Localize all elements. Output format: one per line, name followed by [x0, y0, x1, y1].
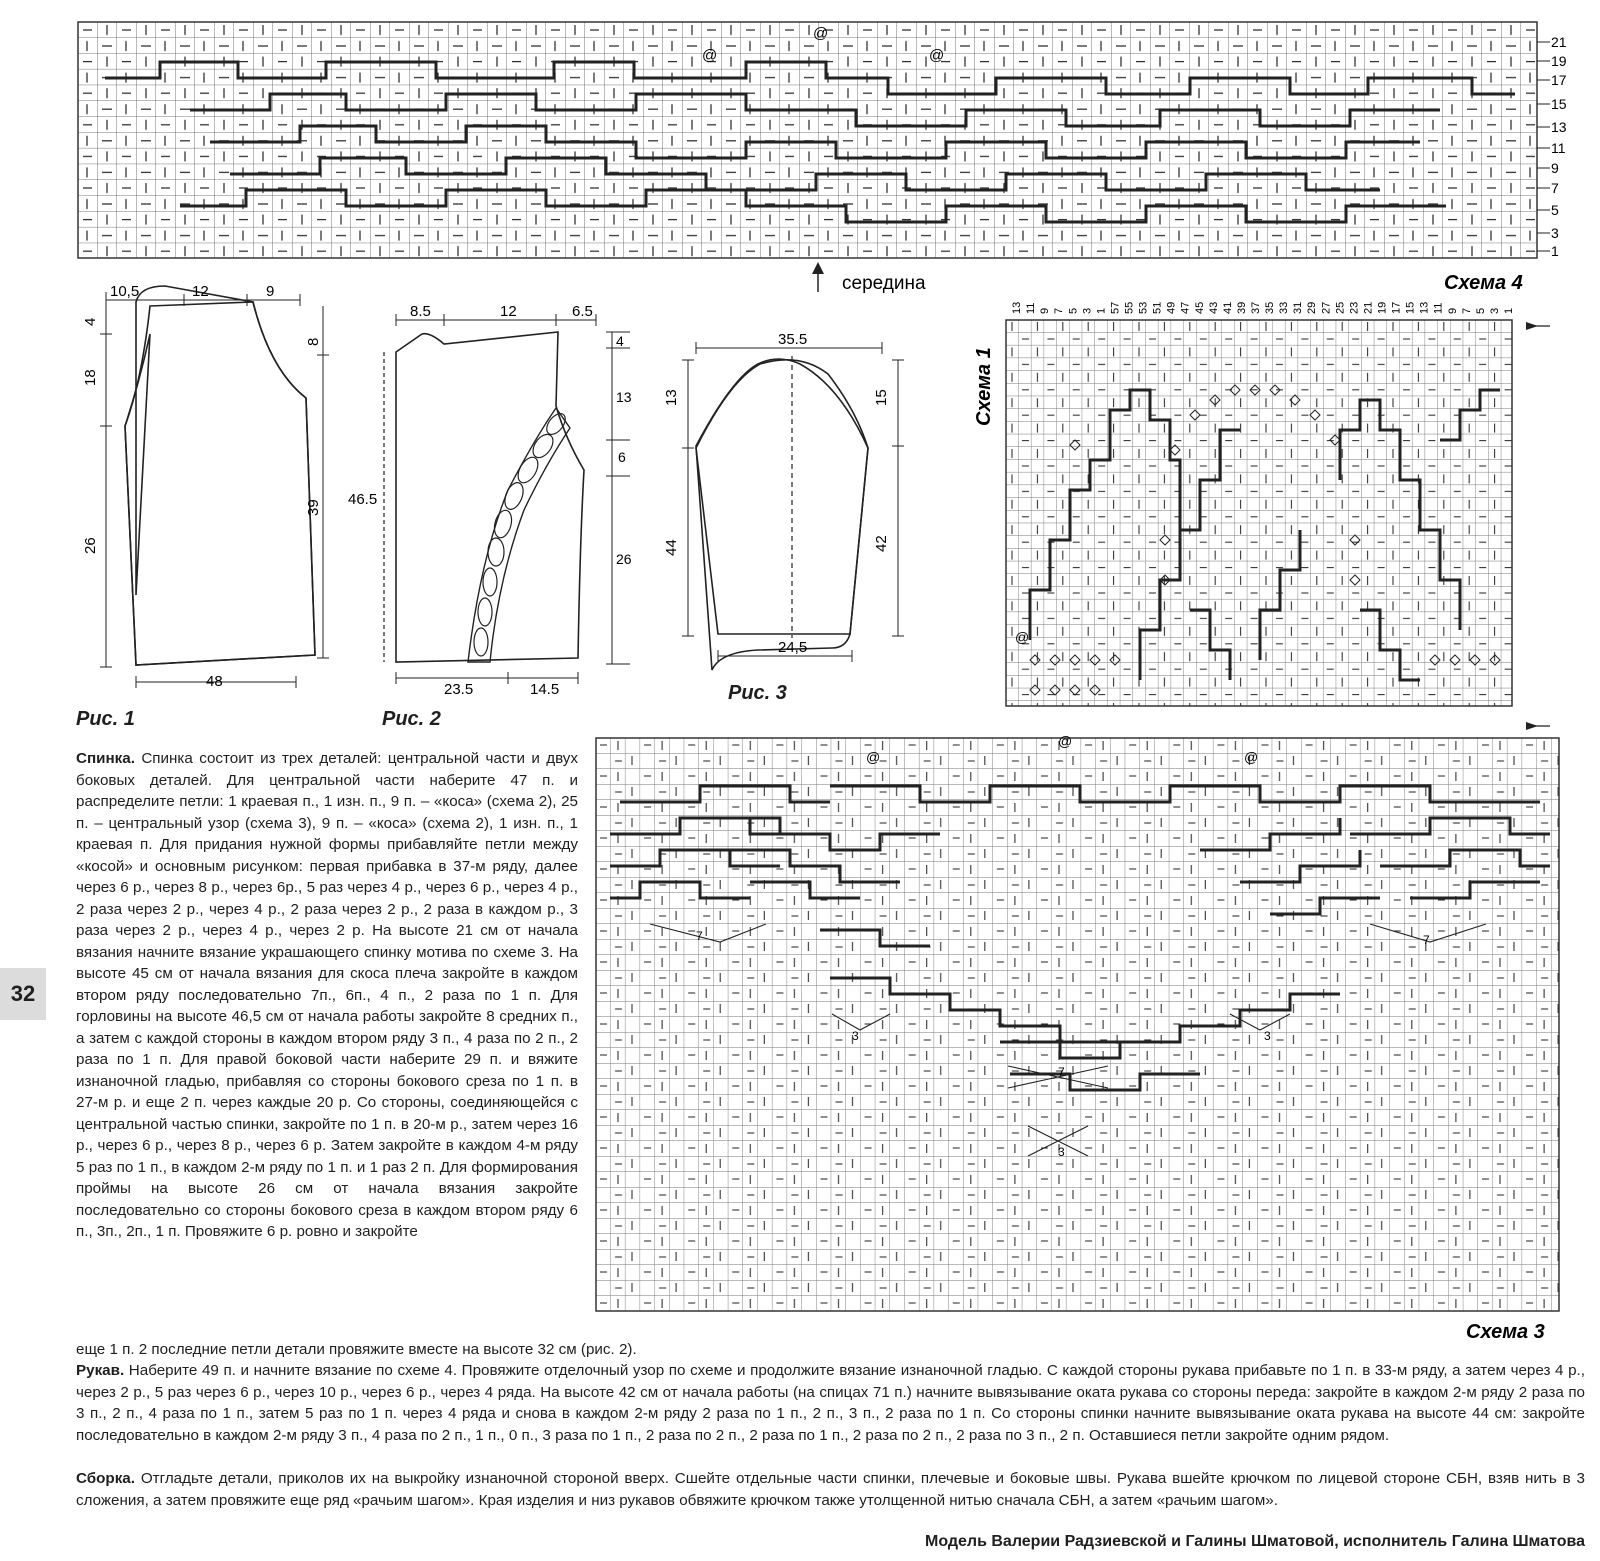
- dim-label: 26: [616, 551, 632, 567]
- schema3-label: Схема 3: [1466, 1321, 1545, 1343]
- spiral-icon: @: [1244, 749, 1259, 765]
- dim-label: 39: [305, 499, 322, 516]
- column-number: 9: [1039, 307, 1052, 314]
- column-number: 3: [1488, 307, 1501, 314]
- row-number: 17: [1551, 72, 1567, 88]
- schema1-col-numbers: [1011, 302, 1515, 314]
- schema1-label: Схема 1: [973, 347, 995, 426]
- column-number: 11: [1432, 302, 1445, 314]
- row-number: 9: [1551, 160, 1559, 176]
- column-number: 9: [1446, 307, 1459, 314]
- dim-label: 44: [663, 539, 680, 556]
- dim-label: 24,5: [778, 639, 808, 656]
- column-number: 31: [1292, 301, 1305, 314]
- column-number: 1: [1095, 307, 1108, 314]
- spiral-icon: @: [1015, 629, 1030, 645]
- column-number: 35: [1264, 301, 1277, 314]
- column-number: 3: [1081, 307, 1094, 314]
- column-number: 51: [1151, 301, 1164, 314]
- schema3-chart: [580, 733, 1600, 1343]
- column-number: 29: [1306, 301, 1319, 314]
- dim-label: 12: [192, 283, 209, 300]
- schema4-label: Схема 4: [1444, 272, 1523, 294]
- dim-label: 18: [82, 369, 99, 386]
- spiral-icon: @: [813, 25, 829, 42]
- schema1-chart: [960, 280, 1600, 740]
- dim-label: 26: [82, 537, 99, 554]
- row-number: 5: [1551, 202, 1559, 218]
- section-title-rukav: Рукав.: [76, 1362, 125, 1379]
- row-number: 13: [1551, 119, 1567, 135]
- spiral-icon: @: [929, 47, 945, 64]
- section-body-rukav: Наберите 49 п. и начните вязание по схеме 4. Провяжите отделочный узор по схеме и продолжите вязание изнаночной гладью. С каждой стороны рукава прибавьте по 1 п. в 33-м ряду, а затем через 4 р., через 2 р., 5 раз через 6 р., через 10 р., через 6 р., через 4 ряда. На высоте 42 см от начала работы (на спицах 71 п.) начните вывязывание оката рукава со стороны переда: закройте в каждом 2-м ряду 2 раза по 3 п., 2 п., 4 раза по 1 п., затем 5 раз по 1 п. через 4 ряда и снова в каждом 2-м ряду 2 раза по 1 п., 2 п., 3 п., 2 раза по 1 п. Со стороны спинки начните вывязывание оката рукава на высоте 44 см: закройте последовательно в каждом 2-м ряду 3 п., 4 раза по 2 п., 1 п., 0 п., 3 раза по 1 п., 2 раза по 2 п., 2 раза по 1 п., 2 раза по 2 п., 2 раза по 3 п., 2 п. Оставшиеся петли закройте одним рядом.: [76, 1362, 1585, 1444]
- dim-label: 35.5: [778, 331, 808, 348]
- column-number: 49: [1165, 301, 1178, 314]
- text-spinka-tail: еще 1 п. 2 последние петли детали провяжите вместе на высоте 32 см (рис. 2).: [76, 1341, 637, 1358]
- column-number: 15: [1404, 301, 1417, 314]
- dim-label: 42: [873, 535, 890, 552]
- column-number: 13: [1011, 301, 1024, 314]
- section-title-sborka: Сборка.: [76, 1470, 135, 1487]
- decrease-marker: 7: [1423, 933, 1430, 947]
- spiral-icon: @: [1058, 733, 1073, 749]
- column-number: 1: [1502, 307, 1515, 314]
- fig1-back-pattern: [0, 270, 340, 740]
- dim-label: 10,5: [110, 283, 140, 300]
- dim-label: 12: [500, 303, 517, 320]
- dim-label: 8: [305, 337, 322, 346]
- dim-label: 8.5: [410, 303, 431, 320]
- column-number: 5: [1067, 307, 1080, 314]
- fig3-sleeve-pattern: [660, 330, 920, 680]
- row-number: 21: [1551, 34, 1567, 50]
- dim-label: 13: [663, 389, 680, 406]
- column-number: 5: [1474, 307, 1487, 314]
- text-sborka: [76, 1468, 1585, 1511]
- dim-label: 46.5: [348, 491, 378, 508]
- column-number: 17: [1390, 301, 1403, 314]
- text-spinka: [76, 748, 578, 1338]
- spiral-icon: @: [702, 47, 718, 64]
- schema4-chart: [0, 0, 1600, 300]
- row-number: 1: [1551, 243, 1559, 259]
- row-number: 7: [1551, 180, 1559, 196]
- column-number: 13: [1418, 301, 1431, 314]
- column-number: 53: [1137, 301, 1150, 314]
- column-number: 7: [1460, 307, 1473, 314]
- dim-label: 6: [618, 449, 626, 465]
- fig2-side-pattern: [340, 290, 630, 710]
- dim-label: 13: [616, 389, 632, 405]
- column-number: 33: [1278, 301, 1291, 314]
- middle-arrow: [812, 262, 824, 292]
- column-number: 25: [1334, 301, 1347, 314]
- dim-label: 4: [82, 317, 99, 326]
- decrease-marker: 3: [1264, 1029, 1271, 1043]
- row-number: 19: [1551, 53, 1567, 69]
- fig3-caption: Рис. 3: [728, 682, 787, 704]
- column-number: 23: [1348, 301, 1361, 314]
- page-number: 32: [0, 968, 46, 1020]
- column-number: 7: [1053, 307, 1066, 314]
- dim-label: 15: [873, 389, 890, 406]
- column-number: 43: [1207, 301, 1220, 314]
- column-number: 11: [1025, 302, 1038, 314]
- decrease-marker: 3: [852, 1029, 859, 1043]
- dim-label: 48: [206, 673, 223, 690]
- column-number: 21: [1362, 301, 1375, 314]
- row-number: 3: [1551, 225, 1559, 241]
- decrease-marker: 7: [1058, 1065, 1065, 1079]
- column-number: 27: [1320, 301, 1333, 314]
- row-number: 15: [1551, 96, 1567, 112]
- spiral-icon: @: [866, 749, 881, 765]
- dim-label: 6.5: [572, 303, 593, 320]
- fig2-caption: Рис. 2: [382, 708, 441, 730]
- middle-label: середина: [842, 273, 926, 294]
- section-body-sborka: Отгладьте детали, приколов их на выкройку изнаночной стороной вверх. Сшейте отдельные части спинки, плечевые и боковые швы. Рукава вшейте крючком по лицевой стороне СБН, взяв нить в 3 сложения, а затем провяжите еще ряд «рачьим шагом». Края изделия и низ рукавов обвяжите крючком также утолщенной нитью сначала СБН, а затем «рачьим шагом».: [76, 1470, 1585, 1509]
- column-number: 41: [1221, 301, 1234, 314]
- section-body-spinka: Спинка состоит из трех деталей: центральной части и двух боковых деталей. Для центральной части наберите 47 п. и распределите петли: 1 краевая п., 1 изн. п., 9 п. – «коса» (схема 2), 25 п. – центральный узор (схема 3), 9 п. – «коса» (схема 2), 1 изн. п., 1 краевая п. Для придания нужной формы прибавляйте петли между «косой» и основным рисунком: первая прибавка в 37-м ряду, далее через 6 р., через 8 р., через 6р., 5 раз через 4 р., через 6 р., через 4 р., 2 раза через 2 р., через 4 р., 2 раза через 2 р., 2 раза в каждом р., 3 раза через 2 р., через 4 р., через 2 р. На высоте 21 см от начала вязания начните вязание украшающего спинку мотива по схеме 3. На высоте 45 см от начала вязания для скоса плеча закройте в каждом втором ряду последовательно 7п., 6п., 4 п., 2 раза по 1 п. Для горловины на высоте 46,5 см от начала работы закройте 8 средних п., а затем с каждой стороны в каждом втором ряду 3 п., 4 раза по 2 п., 2 раза по 1 п. Для правой боковой части наберите 29 п. и вяжите изнаночной гладью, прибавляя со стороны бокового среза по 1 п. в 27-м р. и еще 2 п. через каждые 20 р. Со стороны, соединяющейся с центральной частью спинки, закройте по 1 п. в 20-м р., затем через 16 р., через 6 р., через 8 р., через 6 р. Затем закройте в каждом 4-м ряду 5 раз по 1 п., в каждом 2-м ряду по 1 п. и 1 раз 2 п. Для формирования проймы на высоте 26 см от начала вязания закройте последовательно со стороны бокового среза в каждом втором ряду 6 п., 3п., 2п., 1 п. Провяжите 6 р. ровно и закройте: [76, 750, 578, 1240]
- text-rukav: [76, 1360, 1585, 1446]
- credits: Модель Валерии Радзиевской и Галины Шматовой, исполнитель Галина Шматова: [924, 1533, 1585, 1550]
- column-number: 37: [1249, 301, 1262, 314]
- fig1-caption: Рис. 1: [76, 708, 135, 730]
- dim-label: 4: [616, 333, 624, 349]
- dim-label: 14.5: [530, 681, 560, 698]
- column-number: 39: [1235, 301, 1248, 314]
- column-number: 57: [1109, 301, 1122, 314]
- schema4-row-numbers: [1537, 34, 1567, 259]
- decrease-marker: 7: [696, 929, 703, 943]
- section-title-spinka: Спинка.: [76, 750, 135, 767]
- dim-label: 23.5: [444, 681, 474, 698]
- column-number: 47: [1179, 301, 1192, 314]
- decrease-marker: 3: [1058, 1145, 1065, 1159]
- column-number: 55: [1123, 301, 1136, 314]
- row-number: 11: [1551, 140, 1566, 156]
- dim-label: 9: [266, 283, 275, 300]
- column-number: 19: [1376, 301, 1389, 314]
- column-number: 45: [1193, 301, 1206, 314]
